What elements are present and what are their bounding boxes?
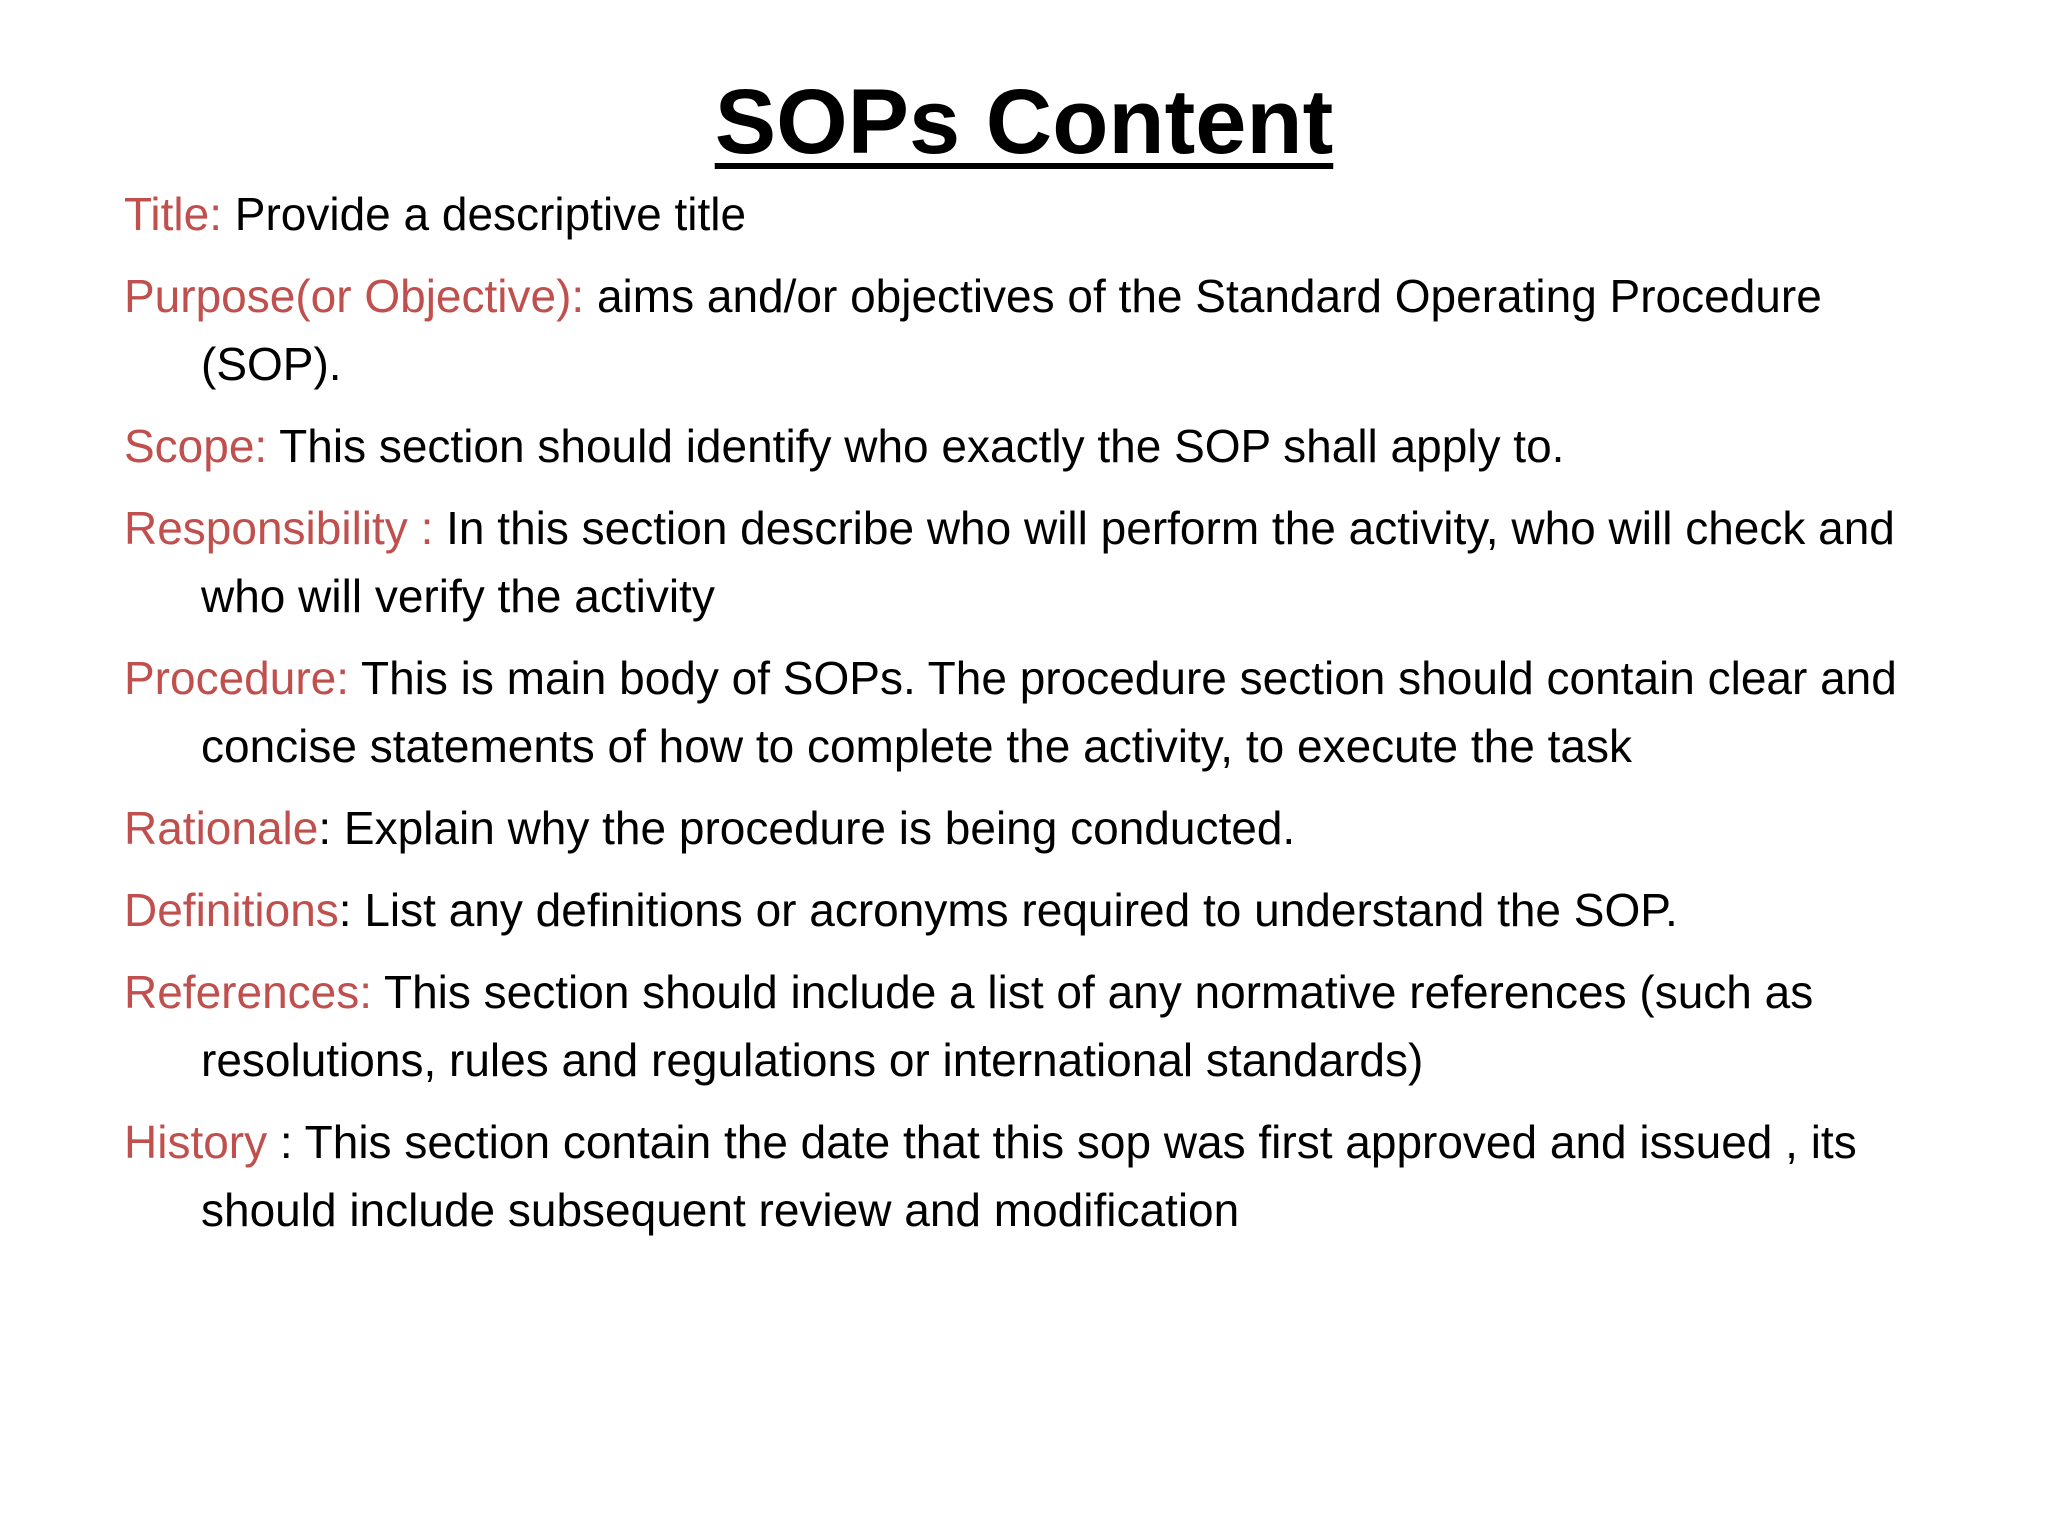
list-item-responsibility	[124, 494, 1934, 630]
item-description: This section should include a list of any normative references (such as resolutions, rules and regulations or international standards)	[201, 966, 1814, 1086]
item-term: Procedure:	[124, 652, 350, 704]
item-description: : Explain why the procedure is being conducted.	[318, 802, 1296, 854]
item-term: Responsibility :	[124, 502, 434, 554]
list-item-purpose	[124, 262, 1934, 398]
item-term: Purpose(or Objective):	[124, 270, 585, 322]
list-item-rationale	[124, 794, 1934, 862]
item-description: : List any definitions or acronyms required to understand the SOP.	[338, 884, 1678, 936]
item-description: In this section describe who will perform the activity, who will check and who will verify the activity	[201, 502, 1895, 622]
list-item-definitions	[124, 876, 1934, 944]
item-description: Provide a descriptive title	[221, 188, 747, 240]
list-item-title	[124, 180, 1934, 248]
item-term: Rationale	[124, 802, 319, 854]
list-item-references	[124, 958, 1934, 1094]
list-item-scope	[124, 412, 1934, 480]
item-description: This is main body of SOPs. The procedure section should contain clear and concise statements of how to complete the activity, to execute the task	[201, 652, 1897, 772]
item-term: Scope:	[124, 420, 268, 472]
list-item-procedure	[124, 644, 1934, 780]
item-description: : This section contain the date that this sop was first approved and issued , its should include subsequent review and modification	[201, 1116, 1857, 1236]
slide-title: SOPs Content	[714, 71, 1334, 173]
sop-content-list	[124, 180, 1934, 1258]
list-item-history	[124, 1108, 1934, 1244]
item-description: This section should identify who exactly the SOP shall apply to.	[267, 420, 1565, 472]
item-term: Definitions	[124, 884, 339, 936]
item-term: References:	[124, 966, 373, 1018]
item-term: History	[124, 1116, 268, 1168]
item-description: aims and/or objectives of the Standard Operating Procedure (SOP).	[201, 270, 1822, 390]
item-term: Title:	[124, 188, 222, 240]
